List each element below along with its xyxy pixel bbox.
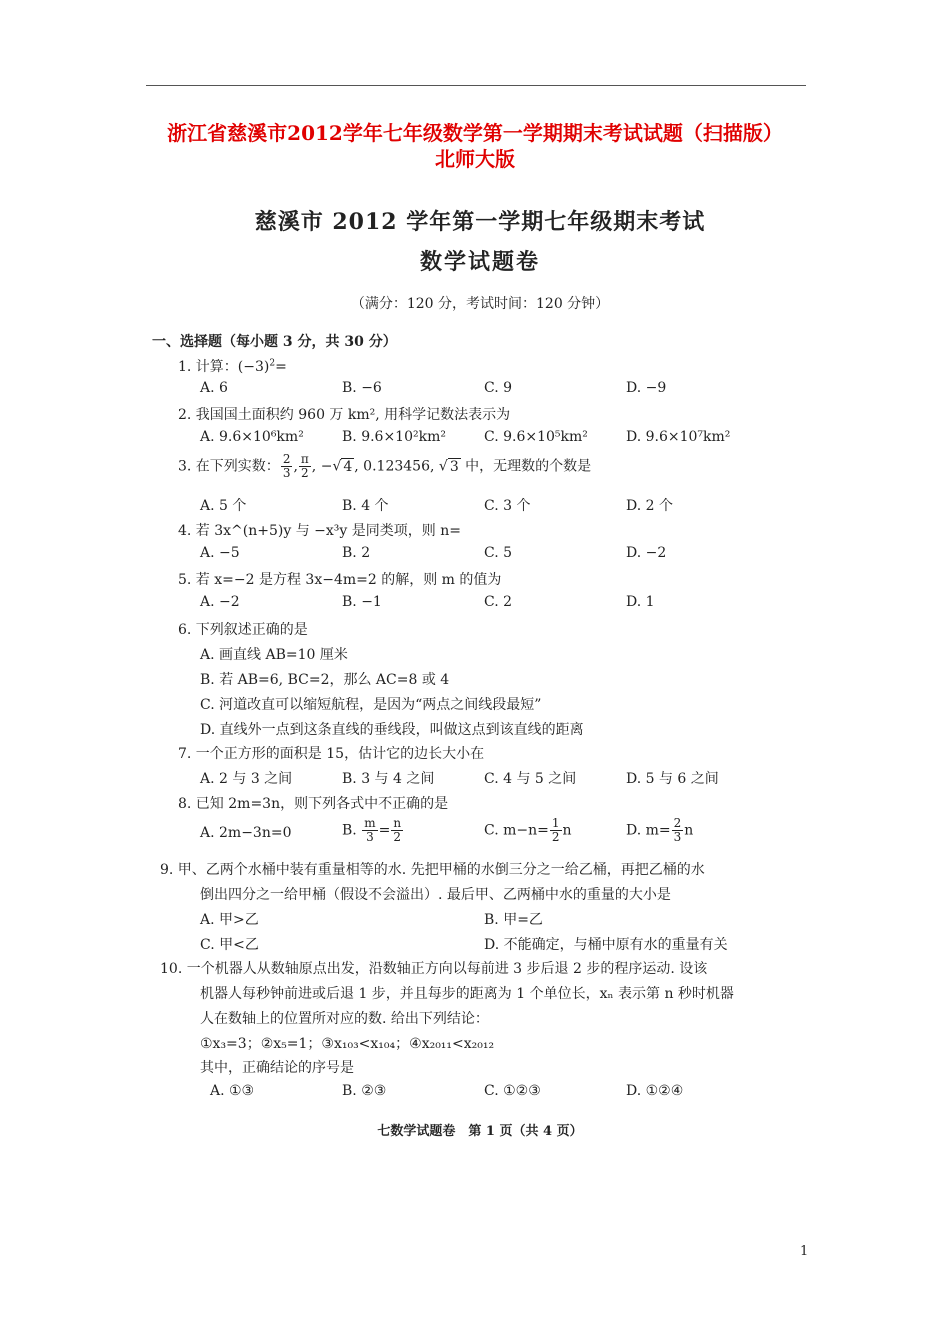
document-title-line2: 北师大版 bbox=[435, 147, 515, 171]
q8-b-f1-num: m bbox=[364, 816, 376, 830]
q1-stem-b: = bbox=[275, 359, 287, 375]
q9-option-b: B. 甲=乙 bbox=[484, 912, 543, 928]
q8-b-f1-den: 3 bbox=[366, 830, 374, 844]
scanned-exam-page bbox=[140, 195, 820, 1155]
q4-option-d: D. −2 bbox=[626, 545, 667, 561]
q5-option-a: A. −2 bbox=[200, 594, 240, 610]
q3-option-d: D. 2 个 bbox=[626, 498, 673, 514]
question-2: 2. 我国国土面积约 960 万 km², 用科学记数法表示为 bbox=[178, 407, 511, 423]
question-10-line2: 机器人每秒钟前进或后退 1 步，并且每步的距离为 1 个单位长，xₙ 表示第 n 秒时机器 bbox=[200, 986, 734, 1002]
q8-option-c bbox=[484, 817, 572, 844]
question-10-line3: 人在数轴上的位置所对应的数. 给出下列结论： bbox=[200, 1011, 489, 1027]
q1-exponent: 2 bbox=[269, 358, 276, 369]
q3-fraction-2 bbox=[299, 453, 311, 480]
q8-c-fraction bbox=[550, 817, 562, 844]
question-7: 7. 一个正方形的面积是 15，估计它的边长大小在 bbox=[178, 746, 485, 762]
q8-option-d bbox=[626, 817, 693, 844]
question-9-line1: 9. 甲、乙两个水桶中装有重量相等的水. 先把甲桶的水倒三分之一给乙桶，再把乙桶的水 bbox=[160, 862, 705, 878]
q8-c-num: 1 bbox=[551, 816, 560, 830]
q8-d-post: n bbox=[684, 822, 694, 839]
q6-option-d: D. 直线外一点到这条直线的垂线段，叫做这点到该直线的距离 bbox=[200, 722, 584, 738]
q6-option-a: A. 画直线 AB=10 厘米 bbox=[200, 647, 348, 663]
question-8: 8. 已知 2m=3n，则下列各式中不正确的是 bbox=[178, 796, 449, 812]
q4-option-a: A. −5 bbox=[200, 545, 240, 561]
q8-b-fraction-1 bbox=[362, 817, 377, 844]
q9-option-a: A. 甲>乙 bbox=[200, 912, 259, 928]
question-6: 6. 下列叙述正确的是 bbox=[178, 622, 308, 638]
q3-num: , 0.123456, bbox=[354, 458, 439, 475]
q8-d-num: 2 bbox=[673, 816, 682, 830]
q8-c-prefix: C. m−n= bbox=[484, 822, 549, 839]
q3-f2-num: π bbox=[300, 452, 309, 466]
q2-option-c: C. 9.6×10⁵km² bbox=[484, 429, 588, 445]
q3-option-b: B. 4 个 bbox=[342, 498, 389, 514]
document-title bbox=[100, 120, 850, 172]
question-3: 3. 在下列实数： $\frac{2}{3}$ , $\frac{\pi}{2}$ , −√ 4 , 0.123456, √ 3 中，无理数的个数是 bbox=[178, 452, 592, 480]
question-10-line5: 其中，正确结论的序号是 bbox=[200, 1060, 354, 1076]
q3-sqrt-1: 4 bbox=[343, 458, 353, 475]
q5-option-d: D. 1 bbox=[626, 594, 655, 610]
question-9-line2: 倒出四分之一给甲桶（假设不会溢出）. 最后甲、乙两桶中水的重量的大小是 bbox=[200, 887, 671, 903]
q8-d-den: 3 bbox=[673, 830, 682, 844]
q9-option-c: C. 甲<乙 bbox=[200, 937, 259, 953]
q4-option-c: C. 5 bbox=[484, 545, 513, 561]
question-5: 5. 若 x=−2 是方程 3x−4m=2 的解，则 m 的值为 bbox=[178, 572, 502, 588]
exam-title: 慈溪市 2012 学年第一学期七年级期末考试 bbox=[254, 209, 706, 235]
page-number: 1 bbox=[800, 1244, 809, 1259]
q3-tail: 中，无理数的个数是 bbox=[460, 458, 592, 475]
q5-option-b: B. −1 bbox=[342, 594, 382, 610]
q1-option-c: C. 9 bbox=[484, 380, 513, 396]
q8-b-f2-den: 2 bbox=[393, 830, 402, 844]
q8-c-post: n bbox=[562, 822, 572, 839]
q8-b-f2-num: n bbox=[393, 816, 402, 830]
q6-option-b: B. 若 AB=6, BC=2，那么 AC=8 或 4 bbox=[200, 672, 450, 688]
q3-f2-den: 2 bbox=[301, 466, 309, 480]
q10-option-a: A. ①③ bbox=[210, 1083, 255, 1099]
q6-option-c: C. 河道改直可以缩短航程，是因为“两点之间线段最短” bbox=[200, 697, 542, 713]
q8-d-prefix: D. m= bbox=[626, 822, 671, 839]
q3-fraction-1 bbox=[281, 453, 293, 480]
q1-option-d: D. −9 bbox=[626, 380, 667, 396]
document-title-line1: 浙江省慈溪市2012学年七年级数学第一学期期末考试试题（扫描版） bbox=[167, 121, 783, 145]
q7-option-c: C. 4 与 5 之间 bbox=[484, 771, 577, 787]
q7-option-a: A. 2 与 3 之间 bbox=[200, 771, 293, 787]
q3-f1-num: 2 bbox=[282, 452, 291, 466]
q3-option-a: A. 5 个 bbox=[200, 498, 247, 514]
q8-d-fraction bbox=[672, 817, 684, 844]
q8-b-eq: = bbox=[378, 822, 391, 839]
q8-b-prefix: B. bbox=[342, 822, 362, 839]
q1-option-a: A. 6 bbox=[200, 380, 228, 396]
q10-option-b: B. ②③ bbox=[342, 1083, 387, 1099]
q10-option-d: D. ①②④ bbox=[626, 1083, 684, 1099]
q10-option-c: C. ①②③ bbox=[484, 1083, 541, 1099]
q2-option-a: A. 9.6×10⁶km² bbox=[200, 429, 304, 445]
question-10-line4: ①x₃=3；②x₅=1；③x₁₀₃<x₁₀₄；④x₂₀₁₁<x₂₀₁₂ bbox=[200, 1036, 495, 1052]
q3-mid: , − bbox=[311, 458, 333, 475]
q8-option-a: A. 2m−3n=0 bbox=[200, 825, 292, 841]
q8-c-den: 2 bbox=[551, 830, 560, 844]
q7-option-d: D. 5 与 6 之间 bbox=[626, 771, 719, 787]
header-rule bbox=[146, 85, 806, 86]
q3-stem-a: 3. 在下列实数： bbox=[178, 458, 280, 475]
q8-b-fraction-2 bbox=[391, 817, 403, 844]
section-heading: 一、选择题（每小题 3 分，共 30 分） bbox=[152, 334, 397, 350]
q4-option-b: B. 2 bbox=[342, 545, 371, 561]
q1-stem-a: 1. 计算：(−3) bbox=[178, 359, 270, 375]
q9-option-d: D. 不能确定，与桶中原有水的重量有关 bbox=[484, 937, 728, 953]
q5-option-c: C. 2 bbox=[484, 594, 513, 610]
question-10-line1: 10. 一个机器人从数轴原点出发，沿数轴正方向以每前进 3 步后退 2 步的程序运动. 设该 bbox=[160, 961, 708, 977]
exam-footer: 七数学试题卷 第 1 页（共 4 页） bbox=[377, 1124, 583, 1139]
question-1 bbox=[178, 356, 287, 376]
q3-f1-den: 3 bbox=[282, 466, 291, 480]
q3-sqrt-2: 3 bbox=[449, 458, 459, 475]
q8-option-b bbox=[342, 817, 404, 844]
q3-option-c: C. 3 个 bbox=[484, 498, 531, 514]
q7-option-b: B. 3 与 4 之间 bbox=[342, 771, 435, 787]
exam-meta: （满分：120 分，考试时间：120 分钟） bbox=[350, 296, 610, 312]
q1-option-b: B. −6 bbox=[342, 380, 382, 396]
question-4: 4. 若 3x^(n+5)y 与 −x³y 是同类项，则 n= bbox=[178, 523, 461, 539]
exam-subtitle: 数学试题卷 bbox=[419, 249, 540, 275]
q2-option-b: B. 9.6×10²km² bbox=[342, 429, 446, 445]
q2-option-d: D. 9.6×10⁷km² bbox=[626, 429, 731, 445]
